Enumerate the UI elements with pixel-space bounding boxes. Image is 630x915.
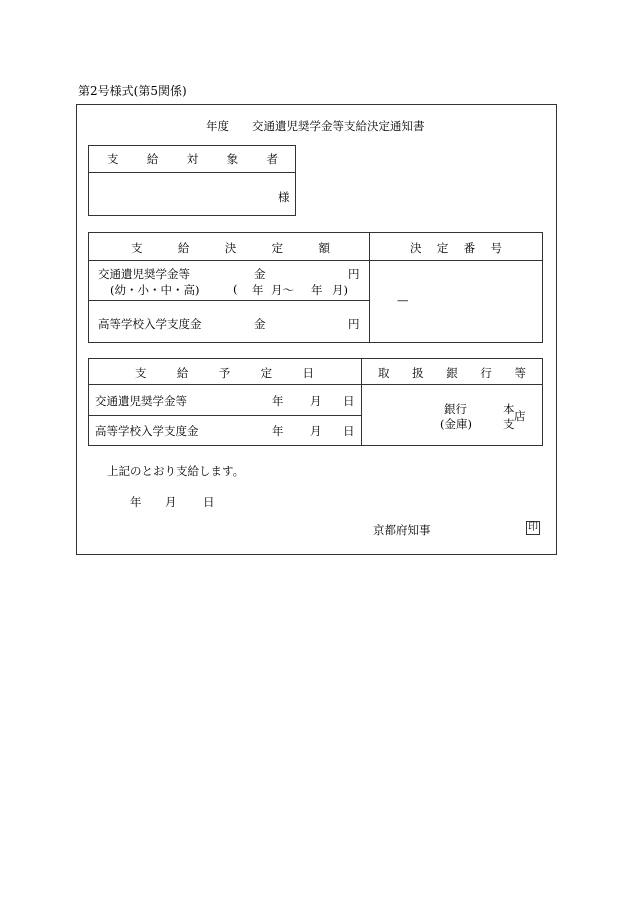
row-label: 交通遺児奨学金等 xyxy=(95,394,187,408)
header-char: 定 xyxy=(271,241,284,255)
header-char: 番 xyxy=(463,241,476,255)
row-label: 高等学校入学支度金 xyxy=(95,424,199,438)
period-month: 月) xyxy=(332,283,348,297)
closing-year: 年 xyxy=(130,495,142,509)
header-char: 給 xyxy=(177,241,190,255)
shi-label: 支 xyxy=(503,417,515,431)
header-char: 定 xyxy=(260,366,273,380)
header-char: 日 xyxy=(302,366,314,380)
closing-statement: 上記のとおり支給します。 xyxy=(107,464,245,478)
header-char: 者 xyxy=(266,152,278,166)
kin-label: 金 xyxy=(254,267,266,281)
header-char: 扱 xyxy=(412,366,424,380)
row-label: 交通遺児奨学金等 xyxy=(98,267,190,281)
date-year: 年 xyxy=(272,424,284,438)
divider xyxy=(369,232,370,343)
header-char: 対 xyxy=(186,152,199,166)
kinko-label: (金庫) xyxy=(440,417,472,431)
header-char: 支 xyxy=(135,366,147,380)
closing-month: 月 xyxy=(165,495,177,509)
header-char: 取 xyxy=(378,366,390,380)
recipient-header xyxy=(107,151,278,167)
header-char: 銀 xyxy=(446,366,458,380)
page-title: 交通遺児奨学金等支給決定通知書 xyxy=(252,119,425,133)
decision-number-value: — xyxy=(397,293,409,307)
closing-day: 日 xyxy=(203,495,215,509)
divider xyxy=(88,260,543,261)
period-open: ( xyxy=(233,282,238,296)
header-char: 支 xyxy=(131,241,143,255)
schedule-date-header xyxy=(135,365,314,381)
header-char: 決 xyxy=(224,241,237,255)
title-year: 年度 xyxy=(206,119,229,133)
divider xyxy=(88,300,369,301)
header-char: 象 xyxy=(226,152,239,166)
divider xyxy=(361,358,362,446)
row-sublabel: (幼・小・中・高) xyxy=(110,283,200,297)
bank-label: 銀行 xyxy=(444,402,467,416)
header-char: 行 xyxy=(480,366,492,380)
period-month: 月〜 xyxy=(271,283,294,297)
ten-label: 店 xyxy=(514,409,526,423)
header-char: 給 xyxy=(176,366,189,380)
yen-label: 円 xyxy=(348,317,360,331)
divider xyxy=(88,172,296,173)
recipient-honorific: 様 xyxy=(278,190,290,204)
form-number: 第2号様式(第5関係) xyxy=(78,84,187,98)
divider xyxy=(88,415,361,416)
date-year: 年 xyxy=(272,394,284,408)
issuer: 京都府知事 xyxy=(373,523,431,537)
decision-amount-header xyxy=(131,240,330,256)
header-char: 定 xyxy=(436,241,449,255)
divider xyxy=(88,384,543,385)
header-char: 号 xyxy=(490,241,502,255)
hon-label: 本 xyxy=(503,402,515,416)
date-day: 日 xyxy=(343,424,355,438)
header-char: 支 xyxy=(107,152,119,166)
decision-number-header xyxy=(410,240,502,256)
date-day: 日 xyxy=(343,394,355,408)
period-year: 年 xyxy=(252,283,264,297)
header-char: 決 xyxy=(410,241,422,255)
yen-label: 円 xyxy=(348,267,360,281)
date-month: 月 xyxy=(310,424,322,438)
header-char: 額 xyxy=(318,241,330,255)
schedule-bank-header xyxy=(378,365,526,381)
period-year: 年 xyxy=(311,283,323,297)
header-char: 等 xyxy=(514,366,526,380)
date-month: 月 xyxy=(310,394,322,408)
header-char: 予 xyxy=(218,366,231,380)
header-char: 給 xyxy=(146,152,159,166)
kin-label: 金 xyxy=(254,317,266,331)
row-label: 高等学校入学支度金 xyxy=(98,317,202,331)
seal-mark: 印 xyxy=(528,522,538,533)
